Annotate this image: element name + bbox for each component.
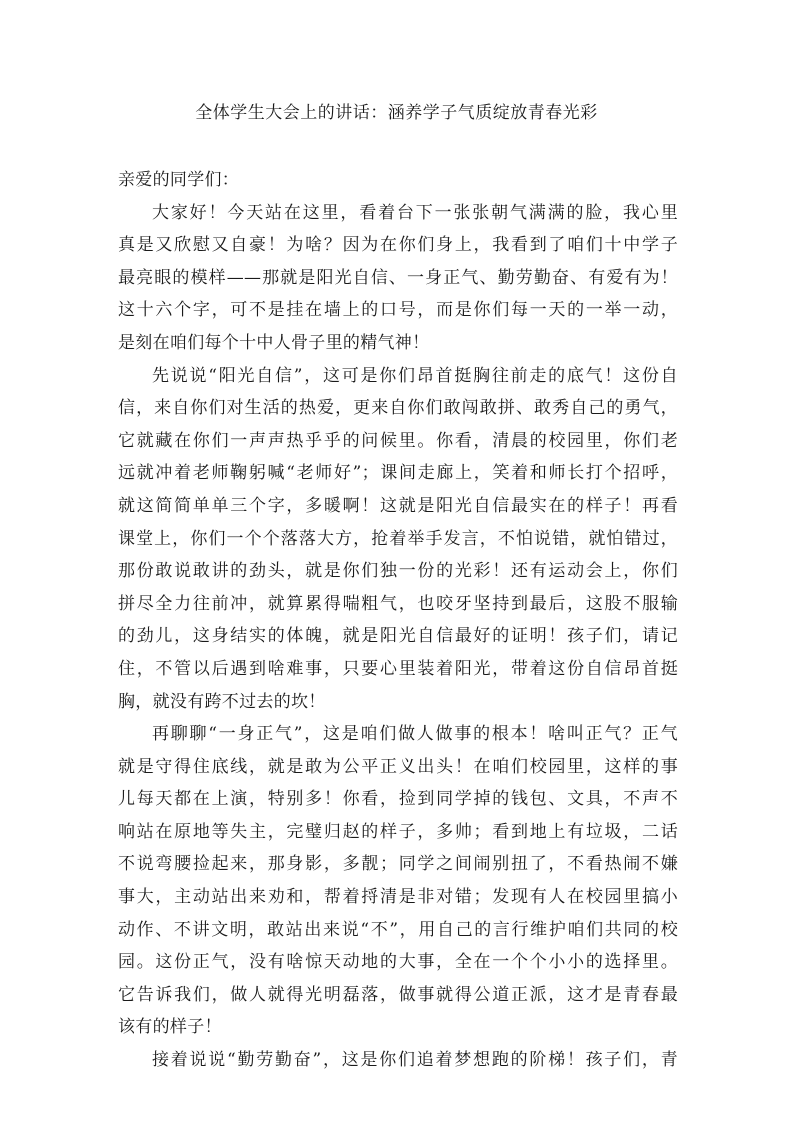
text-line: 那份敢说敢讲的劲头，就是你们独一份的光彩！还有运动会上，你们 (118, 561, 678, 582)
text-line: 就这简简单单三个字，多暖啊！这就是阳光自信最实在的样子！再看 (118, 495, 678, 516)
paragraph (118, 1044, 678, 1077)
text-line: 事大，主动站出来劝和，帮着捋清是非对错；发现有人在校园里搞小 (118, 887, 678, 908)
document-body (118, 164, 678, 1077)
text-line: 拼尽全力往前冲，就算累得喘粗气，也咬牙坚持到最后，这股不服输 (118, 593, 678, 614)
text-line: 课堂上，你们一个个落落大方，抢着举手发言，不怕说错，就怕错过， (118, 528, 678, 549)
salutation: 亲爱的同学们： (118, 170, 240, 190)
text-line: 的劲儿，这身结实的体魄，就是阳光自信最好的证明！孩子们，请记 (118, 626, 678, 647)
text-line: 响站在原地等失主，完璧归赵的样子，多帅；看到地上有垃圾，二话 (118, 821, 678, 842)
paragraph (118, 360, 678, 719)
text-line: 就是守得住底线，就是敢为公平正义出头！在咱们校园里，这样的事 (118, 756, 678, 777)
text-line: 儿每天都在上演，特别多！你看，捡到同学掉的钱包、文具，不声不 (118, 789, 678, 810)
document-title: 全体学生大会上的讲话：涵养学子气质绽放青春光彩 (195, 103, 598, 123)
text-line: 是刻在咱们每个十中人骨子里的精气神！ (118, 332, 430, 353)
text-line: 接着说说“勤劳勤奋”，这是你们追着梦想跑的阶梯！孩子们，青 (152, 1050, 678, 1071)
text-line: 它就藏在你们一声声热乎乎的问候里。你看，清晨的校园里，你们老 (118, 430, 678, 451)
text-line: 它告诉我们，做人就得光明磊落，做事就得公道正派，这才是青春最 (118, 984, 678, 1005)
text-line: 住，不管以后遇到啥难事，只要心里装着阳光，带着这份自信昂首挺 (118, 658, 678, 679)
text-line: 最亮眼的模样——那就是阳光自信、一身正气、勤劳勤奋、有爱有为！ (118, 267, 678, 288)
text-line: 胸，就没有跨不过去的坎！ (118, 691, 326, 712)
paragraph (118, 718, 678, 1044)
paragraph (118, 197, 678, 360)
text-line: 真是又欣慰又自豪！为啥？因为在你们身上，我看到了咱们十中学子 (118, 235, 678, 256)
text-line: 园。这份正气，没有啥惊天动地的大事，全在一个个小小的选择里。 (118, 952, 678, 973)
text-line: 信，来自你们对生活的热爱，更来自你们敢闯敢拼、敢秀自己的勇气， (118, 398, 678, 419)
text-line: 动作、不讲文明，敢站出来说“不”，用自己的言行维护咱们共同的校 (118, 919, 678, 940)
text-line: 远就冲着老师鞠躬喊“老师好”；课间走廊上，笑着和师长打个招呼， (118, 463, 678, 484)
text-line: 再聊聊“一身正气”，这是咱们做人做事的根本！啥叫正气？正气 (152, 724, 678, 745)
text-line: 不说弯腰捡起来，那身影，多靓；同学之间闹别扭了，不看热闹不嫌 (118, 854, 678, 875)
text-line: 这十六个字，可不是挂在墙上的口号，而是你们每一天的一举一动， (118, 300, 678, 321)
text-line: 该有的样子！ (118, 1017, 222, 1038)
text-line: 先说说“阳光自信”，这可是你们昂首挺胸往前走的底气！这份自 (152, 365, 678, 386)
text-line: 大家好！今天站在这里，看着台下一张张朝气满满的脸，我心里 (152, 202, 678, 223)
